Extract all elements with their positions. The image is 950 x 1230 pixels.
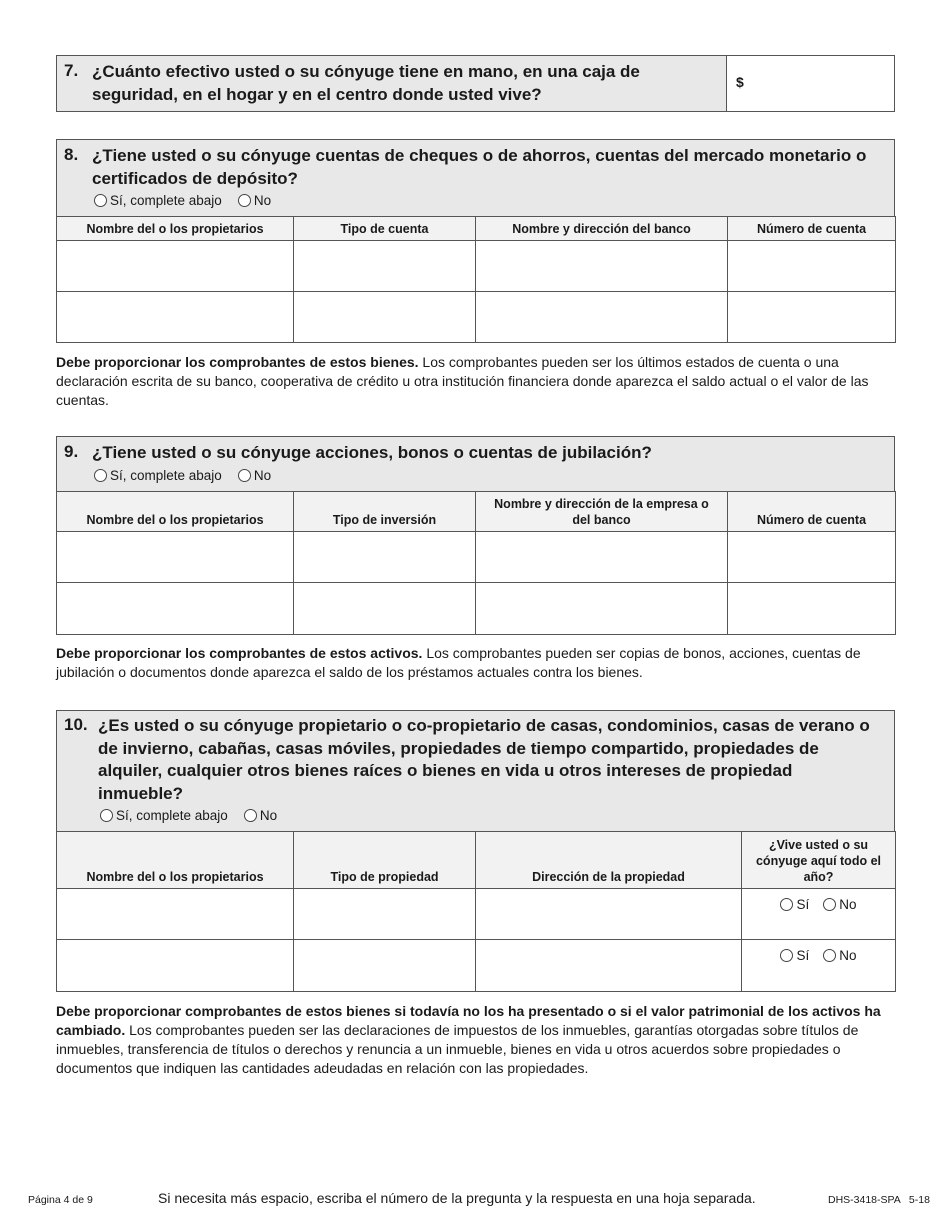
q8-col-account-type: Tipo de cuenta [294,217,476,241]
q9-yes-radio[interactable] [94,469,107,482]
q9-note: Debe proporcionar los comprobantes de estos activos. Los comprobantes pueden ser copias de bonos, acciones, cuentas de jubilación o documentos donde aparezca el saldo de los préstamos actuales contra los bienes. [56,645,861,680]
table-cell[interactable] [476,940,742,992]
q8-no-radio[interactable] [238,194,251,207]
row2-yes-radio[interactable] [780,949,793,962]
row2-no-radio[interactable] [823,949,836,962]
table-cell[interactable] [728,241,896,292]
table-cell[interactable] [57,583,294,635]
q10-title: ¿Es usted o su cónyuge propietario o co-propietario de casas, condominios, casas de verano o de invierno, cabañas, casas móviles, propiedades de tiempo compartido, propiedades de alquiler, cualquier otros bienes raíces o bienes en vida u otros intereses de propiedad inmueble? [98,716,870,803]
q7-dollar-sign: $ [736,74,744,90]
q9-col-investment-type: Tipo de inversión [294,492,476,532]
table-cell[interactable] [294,940,476,992]
q8-note: Debe proporcionar los comprobantes de estos bienes. Los comprobantes pueden ser los últimos estados de cuenta o una declaración escrita de su banco, cooperativa de crédito u otra institución financiera donde aparezca el saldo actual o el valor de las cuentas. [56,354,869,408]
table-cell[interactable] [294,532,476,583]
row1-no-radio[interactable] [823,898,836,911]
table-row [57,532,896,583]
table-row [57,940,896,992]
q8-col-account-number: Número de cuenta [728,217,896,241]
table-cell[interactable] [294,292,476,343]
q9-col-company-bank: Nombre y dirección de la empresa o del banco [476,492,728,532]
table-cell[interactable] [476,241,728,292]
q9-radio-group: Sí, complete abajo No [94,468,271,483]
q10-yes-radio[interactable] [100,809,113,822]
q7-number: 7. [64,61,79,80]
q8-col-owners: Nombre del o los propietarios [57,217,294,241]
table-cell[interactable] [476,583,728,635]
live-here-cell: Sí No [742,940,896,992]
q7-amount-field[interactable] [726,55,895,112]
live-here-cell: Sí No [742,889,896,940]
table-row [57,292,896,343]
table-cell[interactable] [294,241,476,292]
q9-no-radio[interactable] [238,469,251,482]
q8-accounts-table [56,216,896,343]
q10-col-property-type: Tipo de propiedad [294,832,476,889]
q7-title: ¿Cuánto efectivo usted o su cónyuge tiene en mano, en una caja de seguridad, en el hogar y en el centro donde usted vive? [92,62,640,104]
q9-title: ¿Tiene usted o su cónyuge acciones, bonos o cuentas de jubilación? [92,443,652,462]
q10-property-table [56,831,896,992]
q9-number: 9. [64,442,79,461]
q8-radio-group: Sí, complete abajo No [94,193,271,208]
q10-no-radio[interactable] [244,809,257,822]
table-row [57,889,896,940]
q8-yes-radio[interactable] [94,194,107,207]
table-cell[interactable] [294,583,476,635]
table-cell[interactable] [57,241,294,292]
table-cell[interactable] [476,889,742,940]
q9-col-account-number: Número de cuenta [728,492,896,532]
page-number: Página 4 de 9 [28,1194,93,1206]
q8-number: 8. [64,145,79,164]
form-id: DHS-3418-SPA 5-18 [828,1194,930,1206]
table-row [57,241,896,292]
table-cell[interactable] [476,292,728,343]
table-cell[interactable] [57,292,294,343]
q8-title: ¿Tiene usted o su cónyuge cuentas de cheques o de ahorros, cuentas del mercado monetario o certificados de depósito? [92,146,867,188]
row1-yes-radio[interactable] [780,898,793,911]
q8-col-bank: Nombre y dirección del banco [476,217,728,241]
table-cell[interactable] [57,889,294,940]
q10-number: 10. [64,715,88,734]
table-cell[interactable] [728,532,896,583]
q10-col-property-address: Dirección de la propiedad [476,832,742,889]
footer-instruction: Si necesita más espacio, escriba el número de la pregunta y la respuesta en una hoja separada. [158,1190,756,1206]
q9-investments-table [56,491,896,635]
q9-col-owners: Nombre del o los propietarios [57,492,294,532]
table-cell[interactable] [728,583,896,635]
q10-col-live-here: ¿Vive usted o su cónyuge aquí todo el año? [742,832,896,889]
table-cell[interactable] [57,532,294,583]
q10-radio-group: Sí, complete abajo No [100,808,277,823]
table-cell[interactable] [294,889,476,940]
q10-col-owners: Nombre del o los propietarios [57,832,294,889]
table-cell[interactable] [476,532,728,583]
table-cell[interactable] [728,292,896,343]
table-cell[interactable] [57,940,294,992]
q10-note: Debe proporcionar comprobantes de estos bienes si todavía no los ha presentado o si el valor patrimonial de los activos ha cambiado. Los comprobantes pueden ser las declaraciones de impuestos de los inmuebles, garantías otorgadas sobre títulos de inmuebles, transferencia de títulos o derechos y renuncia a un inmueble, bienes en vida u otros acuerdos sobre propiedades o documentos que indiquen las cantidades adeudadas en relación con las propiedades. [56,1003,881,1076]
table-row [57,583,896,635]
